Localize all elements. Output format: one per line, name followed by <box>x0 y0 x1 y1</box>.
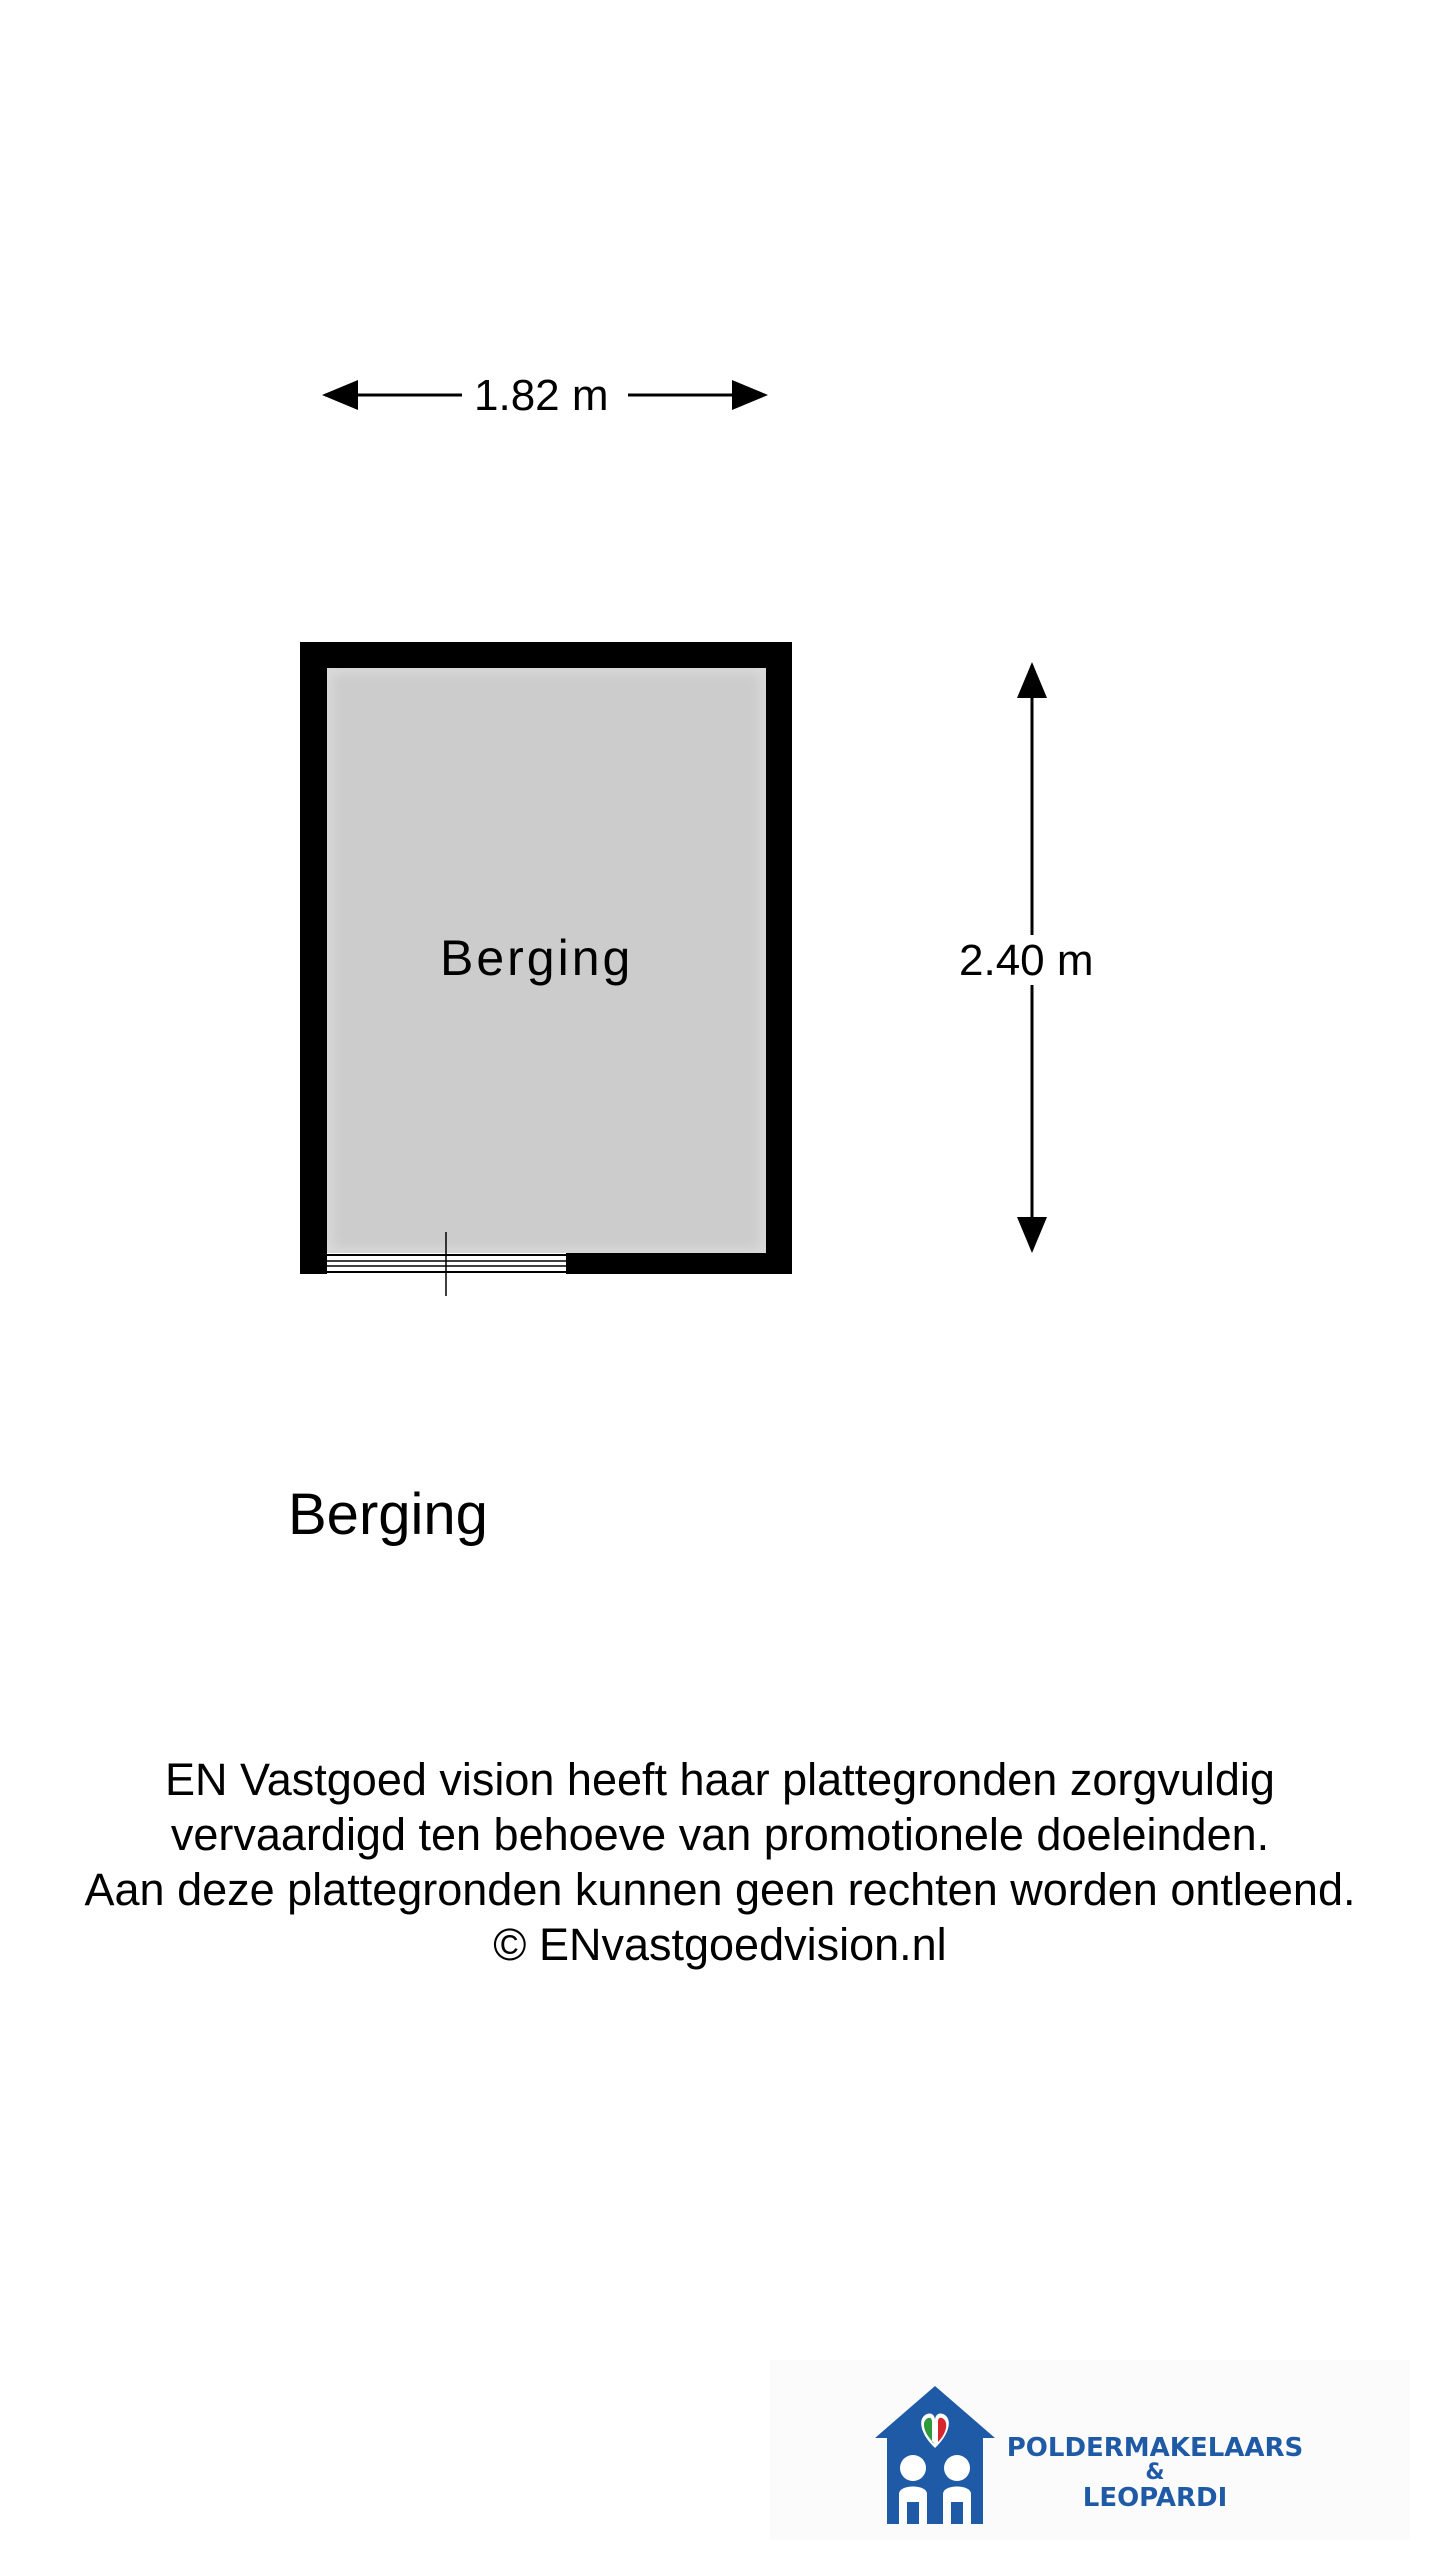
house-logo-icon <box>865 2376 1005 2536</box>
disclaimer-line: Aan deze plattegronden kunnen geen rechten worden ontleend. <box>84 1864 1356 1915</box>
floor-title: Berging <box>288 1482 488 1547</box>
height-label: 2.40 m <box>955 939 1098 983</box>
company-logo <box>770 2360 1410 2540</box>
disclaimer <box>0 1752 1440 1972</box>
disclaimer-line: vervaardigd ten behoeve van promotionele doeleinden. <box>170 1809 1270 1860</box>
width-label: 1.82 m <box>470 374 613 418</box>
logo-line: LEOPARDI <box>1082 2483 1228 2513</box>
disclaimer-line: EN Vastgoed vision heeft haar plattegronden zorgvuldig <box>165 1754 1275 1805</box>
logo-line: & <box>1145 2460 1165 2485</box>
disclaimer-line: © ENvastgoedvision.nl <box>493 1919 947 1970</box>
logo-line: POLDERMAKELAARS <box>1006 2433 1304 2463</box>
room-label: Berging <box>440 930 634 986</box>
logo-text <box>990 2434 1320 2512</box>
